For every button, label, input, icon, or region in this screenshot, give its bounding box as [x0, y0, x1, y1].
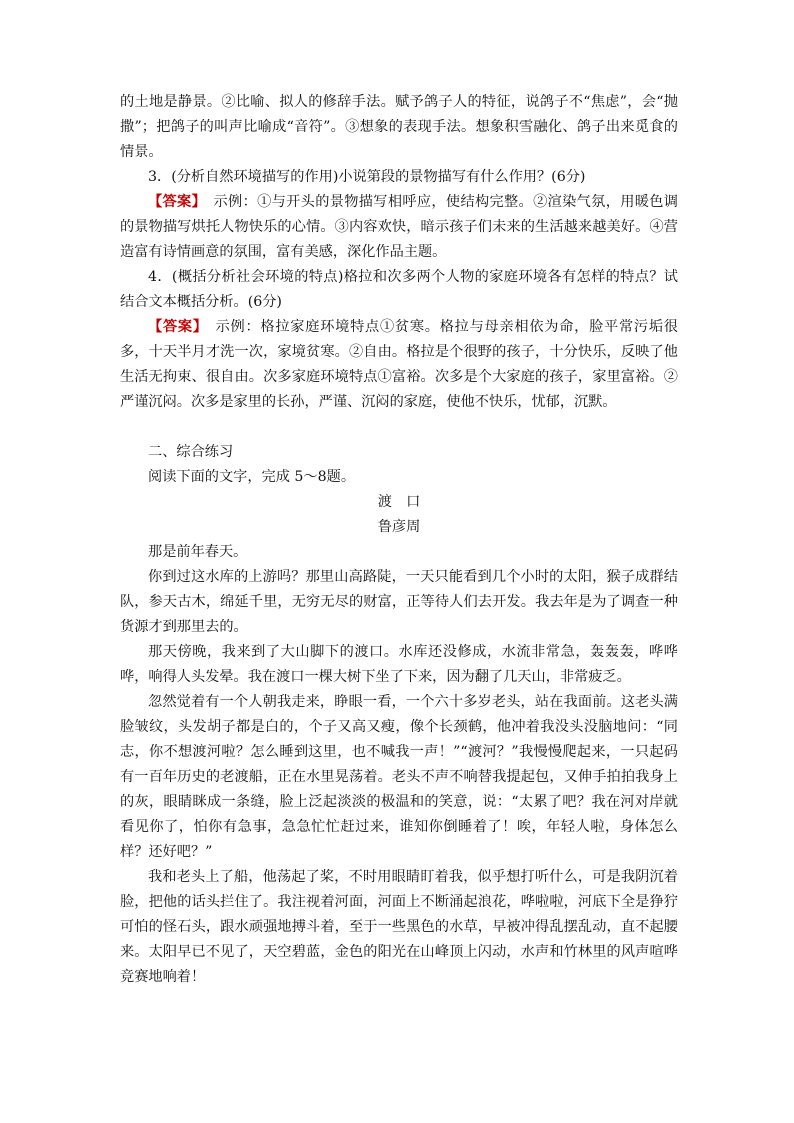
q2-answer-continuation: 的土地是静景。②比喻、拟人的修辞手法。赋予鸽子人的特征，说鸽子不“焦虑”，会“抛撒”；把鸽子的叫声比喻成“音符”。③想象的表现手法。想象积雪融化、鸽子出来觅食的情景。 [120, 94, 678, 160]
document-page [120, 90, 678, 990]
answer-3-text: 示例：①与开头的景物描写相呼应，使结构完整。②渲染气氛，用暖色调的景物描写烘托人物快乐的心情。③内容欢快，暗示孩子们未来的生活越来越美好。④营造富有诗情画意的氛围，富有美感，深化作品主题。 [120, 194, 678, 260]
article-paragraph: 那天傍晚，我来到了大山脚下的渡口。水库还没修成，水流非常急，轰轰轰，哗哗哗，响得人头发晕。我在渡口一棵大树下坐了下来，因为翻了几天山，非常疲乏。 [120, 644, 678, 685]
answer-4 [120, 315, 678, 415]
question-4: 4．(概括分析社会环境的特点)格拉和次多两个人物的家庭环境各有怎样的特点？试结合文本概括分析。(6分) [120, 269, 678, 310]
answer-4-text: 示例：格拉家庭环境特点①贫寒。格拉与母亲相依为命，脸平常污垢很多，十天半月才洗一次，家境贫寒。②自由。格拉是个很野的孩子，十分快乐，反映了他生活无拘束、很自由。次多家庭环境特点①富裕。次多是个大家庭的孩子，家里富裕。②严谨沉闷。次多是家里的长孙，严谨、沉闷的家庭，使他不快乐，忧郁，沉默。 [120, 319, 678, 410]
article-paragraph: 忽然觉着有一个人朝我走来，睁眼一看，一个六十多岁老头，站在我面前。这老头满脸皱纹，头发胡子都是白的，个子又高又瘦，像个长颈鹤，他冲着我没头没脑地问：“同志，你不想渡河啦？怎么睡到这里，也不喊我一声！”“渡河？”我慢慢爬起来，一只起码有一百年历史的老渡船，正在水里晃荡着。老头不声不响替我提起包，又伸手拍拍我身上的灰，眼睛眯成一条缝，脸上泛起淡淡的极温和的笑意，说：“太累了吧？我在河对岸就看见你了，怕你有急事，急急忙忙赶过来，谁知你倒睡着了！唉，年轻人啦，身体怎么样？还好吧？” [120, 694, 678, 860]
blank-line [120, 415, 678, 440]
article-paragraph: 那是前年春天。 [148, 544, 248, 560]
section-heading: 二、综合练习 [148, 444, 234, 460]
answer-label: 【答案】 [148, 319, 201, 335]
article-paragraph: 你到过这水库的上游吗？那里山高路陡，一天只能看到几个小时的太阳，猴子成群结队，参天古木，绵延千里，无穷无尽的财富，正等待人们去开发。我去年是为了调查一种货源才到那里去的。 [120, 569, 678, 635]
article-author: 鲁彦周 [377, 519, 421, 535]
article-paragraph: 我和老头上了船，他荡起了桨，不时用眼睛盯着我，似乎想打听什么，可是我阴沉着脸，把他的话头拦住了。我注视着河面，河面上不断涌起浪花，哗啦啦，河底下全是狰狞可怕的怪石头，跟水顽强地搏斗着，至于一些黑色的水草，早被冲得乱摆乱动，直不起腰来。太阳早已不见了，天空碧蓝，金色的阳光在山峰顶上闪动，水声和竹林里的风声喧哗竞赛地响着！ [120, 869, 678, 985]
answer-3 [120, 190, 678, 265]
question-3: 3．(分析自然环境描写的作用)小说第段的景物描写有什么作用？(6分) [148, 169, 586, 185]
answer-label: 【答案】 [148, 194, 199, 210]
article-title: 渡 口 [377, 494, 421, 510]
reading-instruction: 阅读下面的文字，完成 5～8题。 [148, 469, 356, 485]
